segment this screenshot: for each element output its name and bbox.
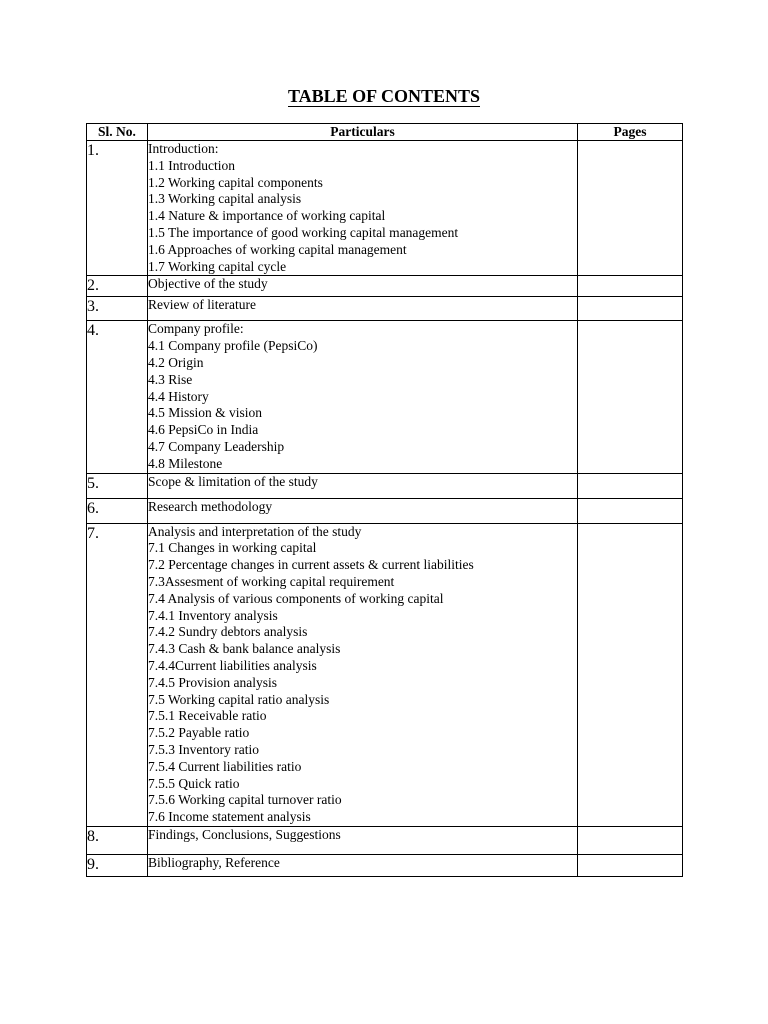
- sl-no-cell: 7.: [87, 523, 148, 826]
- particulars-cell: [148, 321, 578, 473]
- particulars-cell: [148, 473, 578, 498]
- section-heading: Bibliography, Reference: [148, 854, 280, 870]
- pages-cell: [578, 276, 683, 297]
- subsection-item: 7.4.2 Sundry debtors analysis: [148, 624, 308, 640]
- sl-no-cell: 6.: [87, 498, 148, 523]
- particulars-cell: [148, 276, 578, 297]
- subsection-item: 7.5.6 Working capital turnover ratio: [148, 792, 342, 808]
- sl-no-cell: 9.: [87, 854, 148, 876]
- page-title: [0, 86, 768, 107]
- particulars-cell: [148, 498, 578, 523]
- sl-no-cell: 1.: [87, 141, 148, 276]
- subsection-item: 1.4 Nature & importance of working capital: [148, 208, 386, 224]
- section-heading: Findings, Conclusions, Suggestions: [148, 826, 341, 842]
- subsection-item: 7.5 Working capital ratio analysis: [148, 691, 330, 707]
- sl-no-cell: 5.: [87, 473, 148, 498]
- particulars-cell: [148, 141, 578, 276]
- subsection-item: 1.1 Introduction: [148, 157, 235, 173]
- table-row: [87, 523, 683, 826]
- subsection-item: 7.3Assesment of working capital requirement: [148, 573, 395, 589]
- section-heading: Introduction:: [148, 141, 219, 156]
- section-heading: Scope & limitation of the study: [148, 473, 318, 489]
- subsection-item: 4.6 PepsiCo in India: [148, 422, 259, 438]
- subsection-item: 7.4 Analysis of various components of working capital: [148, 590, 444, 606]
- subsection-item: 4.3 Rise: [148, 371, 193, 387]
- particulars-cell: [148, 523, 578, 826]
- subsection-item: 1.5 The importance of good working capital management: [148, 224, 459, 240]
- pages-cell: [578, 523, 683, 826]
- header-pages: Pages: [578, 124, 683, 141]
- subsection-item: 4.8 Milestone: [148, 455, 223, 471]
- table-row: [87, 473, 683, 498]
- table-row: [87, 498, 683, 523]
- pages-cell: [578, 321, 683, 473]
- subsection-item: 4.5 Mission & vision: [148, 405, 263, 421]
- subsection-item: 4.2 Origin: [148, 354, 204, 370]
- section-heading: Objective of the study: [148, 276, 268, 292]
- header-particulars: Particulars: [148, 124, 578, 141]
- pages-cell: [578, 498, 683, 523]
- subsection-item: 1.3 Working capital analysis: [148, 191, 302, 207]
- subsection-item: 4.4 History: [148, 388, 209, 404]
- sl-no-cell: 2.: [87, 276, 148, 297]
- subsection-item: 7.4.3 Cash & bank balance analysis: [148, 641, 341, 657]
- subsection-item: 4.1 Company profile (PepsiCo): [148, 338, 318, 354]
- table-row: [87, 297, 683, 321]
- subsection-item: 1.7 Working capital cycle: [148, 258, 287, 274]
- header-sl-no: Sl. No.: [87, 124, 148, 141]
- pages-cell: [578, 473, 683, 498]
- table-row: [87, 321, 683, 473]
- toc-table: [86, 123, 683, 877]
- sl-no-cell: 8.: [87, 826, 148, 854]
- subsection-item: 7.6 Income statement analysis: [148, 809, 311, 825]
- subsection-item: 7.5.2 Payable ratio: [148, 725, 250, 741]
- subsection-item: 7.5.3 Inventory ratio: [148, 741, 259, 757]
- header-row: [87, 124, 683, 141]
- subsection-item: 7.2 Percentage changes in current assets & current liabilities: [148, 557, 474, 573]
- subsection-item: 7.5.4 Current liabilities ratio: [148, 758, 302, 774]
- section-heading: Analysis and interpretation of the study: [148, 523, 362, 539]
- table-row: [87, 854, 683, 876]
- sl-no-cell: 3.: [87, 297, 148, 321]
- toc-body: [87, 141, 683, 877]
- table-row: [87, 826, 683, 854]
- section-heading: Research methodology: [148, 498, 273, 514]
- section-heading: Company profile:: [148, 321, 244, 337]
- particulars-cell: [148, 854, 578, 876]
- pages-cell: [578, 826, 683, 854]
- particulars-cell: [148, 297, 578, 321]
- subsection-item: 7.4.4Current liabilities analysis: [148, 657, 317, 673]
- subsection-item: 7.4.1 Inventory analysis: [148, 607, 278, 623]
- section-heading: Review of literature: [148, 297, 256, 313]
- pages-cell: [578, 854, 683, 876]
- subsection-item: 1.2 Working capital components: [148, 174, 323, 190]
- sl-no-cell: 4.: [87, 321, 148, 473]
- subsection-item: 4.7 Company Leadership: [148, 438, 285, 454]
- subsection-item: 7.1 Changes in working capital: [148, 540, 317, 556]
- subsection-item: 7.5.5 Quick ratio: [148, 775, 240, 791]
- table-row: [87, 276, 683, 297]
- particulars-cell: [148, 826, 578, 854]
- title-text: TABLE OF CONTENTS: [287, 86, 481, 106]
- pages-cell: [578, 297, 683, 321]
- subsection-item: 1.6 Approaches of working capital management: [148, 241, 407, 257]
- table-row: [87, 141, 683, 276]
- subsection-item: 7.5.1 Receivable ratio: [148, 708, 267, 724]
- subsection-item: 7.4.5 Provision analysis: [148, 674, 278, 690]
- pages-cell: [578, 141, 683, 276]
